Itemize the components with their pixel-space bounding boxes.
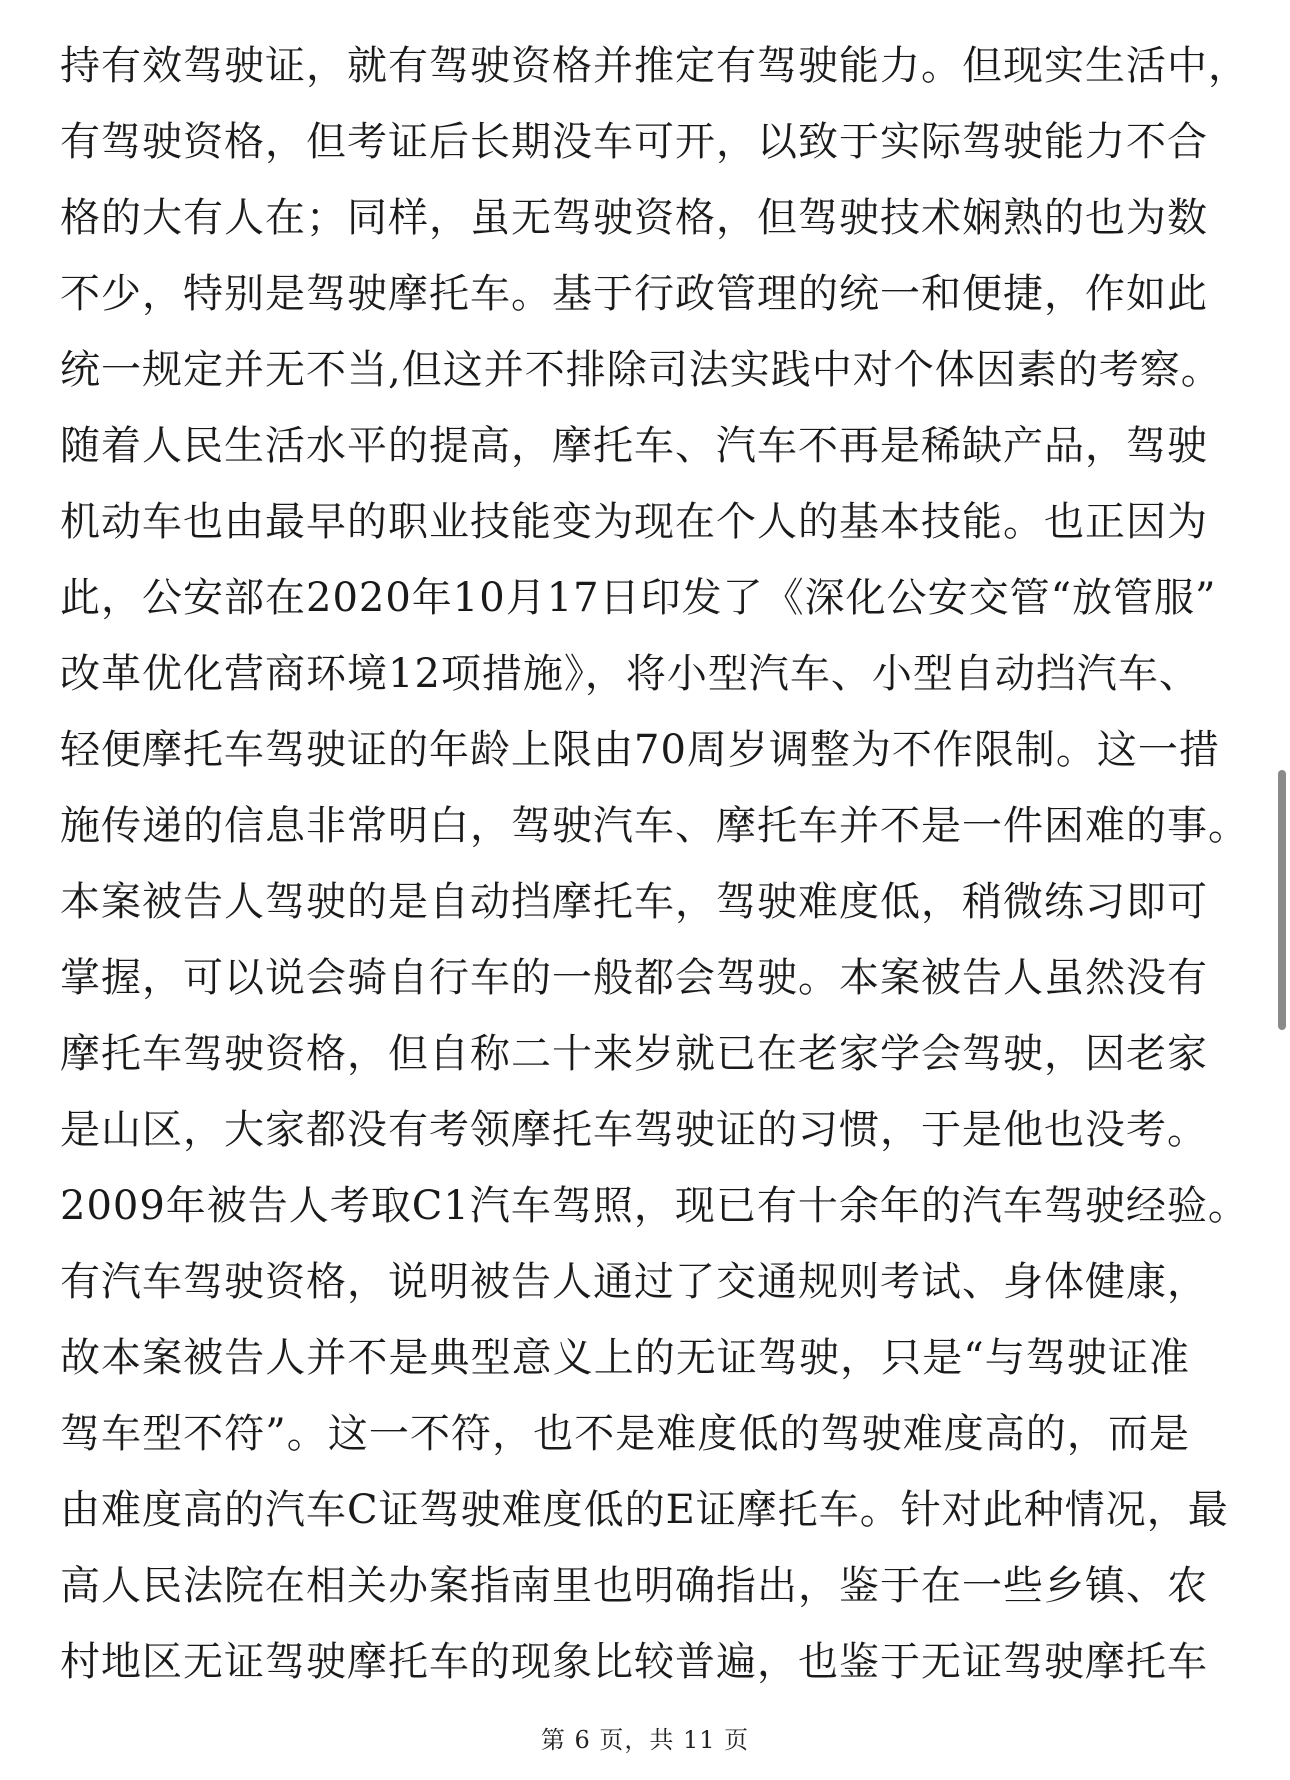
text-line: 是山区，大家都没有考领摩托车驾驶证的习惯，于是他也没考。 xyxy=(60,1107,1208,1153)
text-line: 不少，特别是驾驶摩托车。基于行政管理的统一和便捷，作如此 xyxy=(60,271,1208,317)
text-line: 施传递的信息非常明白，驾驶汽车、摩托车并不是一件困难的事。 xyxy=(60,803,1249,849)
text-line: 摩托车驾驶资格，但自称二十来岁就已在老家学会驾驶，因老家 xyxy=(60,1031,1208,1077)
body-text xyxy=(60,28,1249,1700)
text-line: 持有效驾驶证，就有驾驶资格并推定有驾驶能力。但现实生活中， xyxy=(60,43,1249,89)
text-line: 改革优化营商环境12项措施》，将小型汽车、小型自动挡汽车、 xyxy=(60,651,1200,697)
text-line: 轻便摩托车驾驶证的年龄上限由70周岁调整为不作限制。这一措 xyxy=(60,727,1220,773)
text-line: 此，公安部在2020年10月17日印发了《深化公安交管“放管服” xyxy=(60,575,1217,621)
text-line: 由难度高的汽车C证驾驶难度低的E证摩托车。针对此种情况，最 xyxy=(60,1487,1229,1533)
text-line: 掌握，可以说会骑自行车的一般都会驾驶。本案被告人虽然没有 xyxy=(60,955,1208,1001)
text-line: 高人民法院在相关办案指南里也明确指出，鉴于在一些乡镇、农 xyxy=(60,1563,1208,1609)
text-line: 2009年被告人考取C1汽车驾照，现已有十余年的汽车驾驶经验。 xyxy=(60,1183,1249,1229)
text-line: 村地区无证驾驶摩托车的现象比较普遍，也鉴于无证驾驶摩托车 xyxy=(60,1639,1208,1685)
text-line: 随着人民生活水平的提高，摩托车、汽车不再是稀缺产品，驾驶 xyxy=(60,423,1208,469)
text-line: 有汽车驾驶资格，说明被告人通过了交通规则考试、身体健康， xyxy=(60,1259,1208,1305)
text-line: 统一规定并无不当,但这并不排除司法实践中对个体因素的考察。 xyxy=(60,347,1222,393)
text-line: 格的大有人在；同样，虽无驾驶资格，但驾驶技术娴熟的也为数 xyxy=(60,195,1208,241)
scrollbar-thumb[interactable] xyxy=(1278,770,1286,1030)
text-line: 故本案被告人并不是典型意义上的无证驾驶，只是“与驾驶证准 xyxy=(60,1335,1190,1381)
text-line: 驾车型不符”。这一不符，也不是难度低的驾驶难度高的，而是 xyxy=(60,1411,1190,1457)
text-line: 本案被告人驾驶的是自动挡摩托车，驾驶难度低，稍微练习即可 xyxy=(60,879,1208,925)
text-line: 有驾驶资格，但考证后长期没车可开，以致于实际驾驶能力不合 xyxy=(60,119,1208,165)
page-number-footer: 第 6 页，共 11 页 xyxy=(540,1726,750,1754)
text-line: 机动车也由最早的职业技能变为现在个人的基本技能。也正因为 xyxy=(60,499,1208,545)
